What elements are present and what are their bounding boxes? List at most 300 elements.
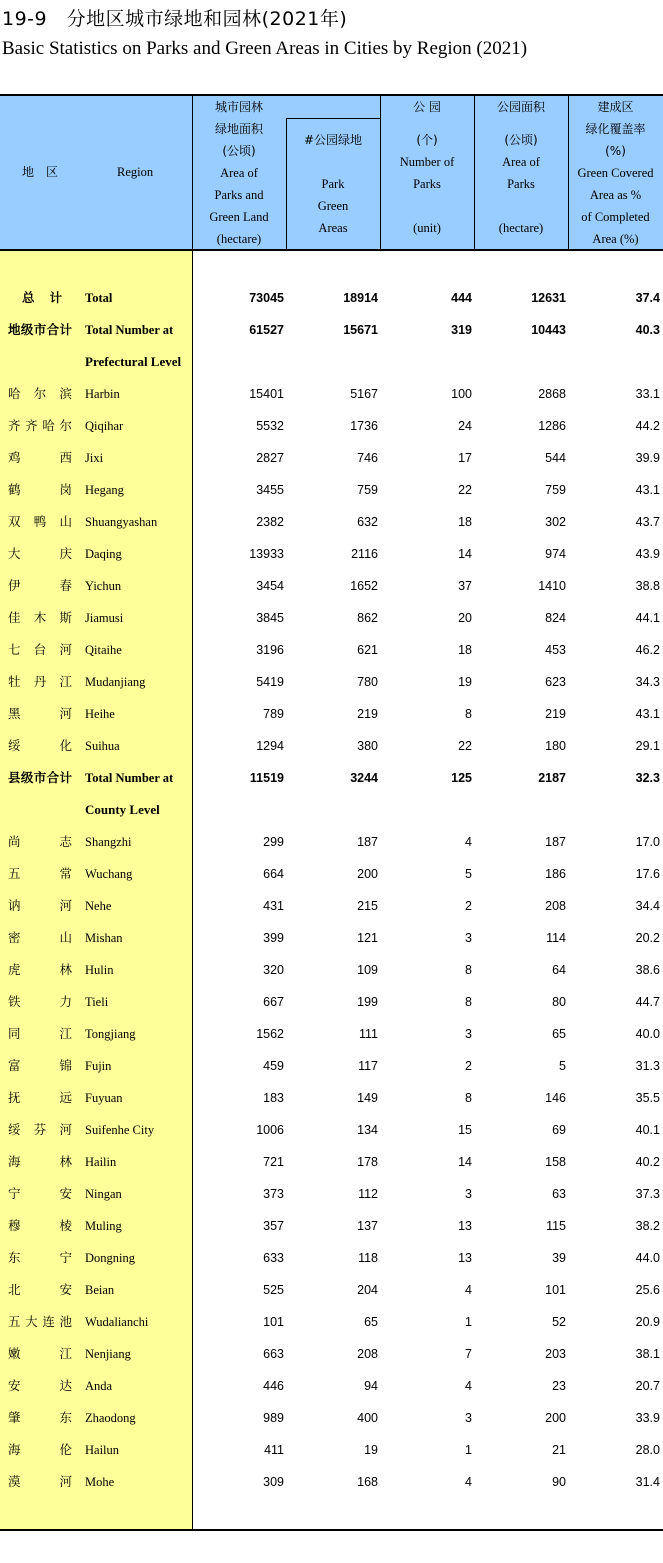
region-cn: 七台河 [8,642,72,657]
value-cell: 20.2 [635,931,660,945]
value-cell: 158 [545,1155,566,1169]
value-cell: 17.0 [635,835,660,849]
value-cell: 64 [552,963,566,977]
table-row [0,1338,663,1370]
region-en: Ningan [85,1187,122,1201]
value-cell: 23 [552,1379,566,1393]
value-cell: 137 [357,1219,378,1233]
header-coverage-en4: Area (%) [592,232,639,246]
value-cell: 525 [263,1283,284,1297]
value-cell: 24 [458,419,472,433]
header-region [0,96,192,249]
region-en: Shangzhi [85,835,132,849]
value-cell: 22 [458,739,472,753]
value-cell: 200 [357,867,378,881]
region-cn: 佳木斯 [8,610,72,625]
value-cell: 44.2 [635,419,660,433]
value-cell: 446 [263,1379,284,1393]
value-cell: 8 [465,1091,472,1105]
value-cell: 111 [358,1027,378,1041]
table-row [0,314,663,346]
value-cell: 37.4 [635,291,660,305]
header-green-land-en4: (hectare) [216,232,262,246]
region-en: Wuchang [85,867,133,881]
header-green-land-en2: Parks and [214,188,264,202]
table-row [0,570,663,602]
value-cell: 320 [263,963,284,977]
region-cn: 鹤岗 [8,482,72,497]
region-cn: 虎林 [8,962,72,977]
value-cell: 40.0 [635,1027,660,1041]
table-row [0,474,663,506]
region-en: Fujin [85,1059,112,1073]
region-cn: 黑河 [8,706,72,721]
value-cell: 37 [458,579,472,593]
region-en: Yichun [85,579,122,593]
value-cell: 759 [545,483,566,497]
table-row [0,1178,663,1210]
region-en: Hailin [85,1155,117,1169]
header-coverage-en3: of Completed [581,210,650,224]
header-park-green [286,129,380,239]
value-cell: 69 [552,1123,566,1137]
value-cell: 3244 [350,771,378,785]
value-cell: 399 [263,931,284,945]
value-cell: 3 [465,1027,472,1041]
region-cn: 鸡西 [8,450,72,465]
value-cell: 149 [357,1091,378,1105]
value-cell: 2382 [256,515,284,529]
region-en: Beian [85,1283,115,1297]
region-cn: 五常 [8,866,72,881]
value-cell: 25.6 [635,1283,660,1297]
region-cn: 绥化 [8,738,72,753]
value-cell: 3 [465,1187,472,1201]
region-en: Hulin [85,963,114,977]
header-park-area-en1: Area of [502,155,540,169]
value-cell: 80 [552,995,566,1009]
region-cn: 海伦 [8,1442,72,1457]
header-parks-en2: Parks [413,177,441,191]
value-cell: 8 [465,963,472,977]
header-divider [192,96,193,249]
value-cell: 43.9 [635,547,660,561]
value-cell: 187 [357,835,378,849]
table-row [0,282,663,314]
value-cell: 112 [358,1187,378,1201]
value-cell: 186 [545,867,566,881]
region-en-continuation: County Level [85,802,160,817]
region-en: Wudalianchi [85,1315,149,1329]
value-cell: 15 [458,1123,472,1137]
table-row [0,1018,663,1050]
value-cell: 746 [357,451,378,465]
table-row [0,1114,663,1146]
value-cell: 40.3 [635,323,660,337]
value-cell: 13 [458,1251,472,1265]
value-cell: 623 [545,675,566,689]
value-cell: 17 [458,451,472,465]
table-row [0,1434,663,1466]
value-cell: 824 [545,611,566,625]
value-cell: 43.1 [635,707,660,721]
region-cn: 五大连池 [8,1314,72,1329]
value-cell: 90 [552,1475,566,1489]
table-row [0,1274,663,1306]
header-region-en: Region [117,165,154,179]
region-cn: 安达 [8,1378,72,1393]
value-cell: 664 [263,867,284,881]
value-cell: 38.2 [635,1219,660,1233]
value-cell: 380 [357,739,378,753]
value-cell: 18 [458,515,472,529]
table-row [0,826,663,858]
value-cell: 7 [465,1347,472,1361]
value-cell: 319 [451,323,472,337]
value-cell: 114 [546,931,566,945]
header-park-area-cn1: 公园面积 [496,100,545,114]
region-cn: 尚志 [8,834,72,849]
region-cn: 东宁 [8,1250,72,1265]
region-en: Muling [85,1219,122,1233]
value-cell: 101 [545,1283,566,1297]
value-cell: 632 [357,515,378,529]
value-cell: 20 [458,611,472,625]
value-cell: 43.1 [635,483,660,497]
value-cell: 208 [545,899,566,913]
header-green-land-cn1: 城市园林 [214,100,263,114]
region-en: Tongjiang [85,1027,136,1041]
value-cell: 663 [263,1347,284,1361]
value-cell: 14 [458,547,472,561]
region-en: Dongning [85,1251,135,1265]
value-cell: 1410 [538,579,566,593]
value-cell: 65 [552,1027,566,1041]
value-cell: 94 [364,1379,378,1393]
header-park-green-en1: Park [321,177,345,191]
value-cell: 73045 [249,291,284,305]
region-cn: 抚远 [8,1090,72,1105]
value-cell: 8 [465,707,472,721]
value-cell: 15401 [249,387,284,401]
value-cell: 3 [465,931,472,945]
value-cell: 34.3 [635,675,660,689]
value-cell: 2 [465,1059,472,1073]
table-row [0,410,663,442]
header-divider [474,96,475,249]
value-cell: 115 [546,1219,566,1233]
table-row [0,922,663,954]
region-en: Suihua [85,739,120,753]
region-en: Hegang [85,483,124,497]
value-cell: 2868 [538,387,566,401]
table-row [0,698,663,730]
value-cell: 4 [465,1475,472,1489]
region-en-continuation: Prefectural Level [85,354,182,369]
table-row [0,1402,663,1434]
value-cell: 667 [263,995,284,1009]
page-title-en: Basic Statistics on Parks and Green Areas in Cities by Region (2021) [2,38,528,59]
header-green-land-cn3: (公顷) [222,144,256,158]
value-cell: 2187 [538,771,566,785]
value-cell: 1006 [256,1123,284,1137]
region-cn: 同江 [8,1026,72,1041]
region-en: Nenjiang [85,1347,131,1361]
table-row [0,378,663,410]
region-cn: 双鸭山 [8,514,72,529]
region-cn: 漠河 [8,1474,72,1489]
value-cell: 5 [559,1059,566,1073]
value-cell: 17.6 [635,867,660,881]
table-row [0,954,663,986]
region-cn: 讷河 [8,898,72,913]
region-en: Total Number at [85,323,174,337]
table-row [0,1146,663,1178]
table-row [0,986,663,1018]
value-cell: 302 [545,515,566,529]
value-cell: 39.9 [635,451,660,465]
header-coverage [568,96,663,250]
value-cell: 65 [364,1315,378,1329]
value-cell: 444 [451,291,472,305]
value-cell: 219 [545,707,566,721]
value-cell: 12631 [531,291,566,305]
value-cell: 44.1 [635,611,660,625]
value-cell: 19 [458,675,472,689]
value-cell: 2116 [351,547,378,561]
region-en: Fuyuan [85,1091,123,1105]
value-cell: 34.4 [635,899,660,913]
region-en: Jixi [85,451,104,465]
region-cn: 海林 [8,1154,72,1169]
header-park-area-en2: Parks [507,177,535,191]
header-green-land-en1: Area of [220,166,258,180]
table-bottom-rule [0,1529,663,1531]
region-en: Nehe [85,899,112,913]
table-row [0,506,663,538]
value-cell: 1736 [350,419,378,433]
region-en: Heihe [85,707,115,721]
header-park-area-cn2: (公顷) [504,133,538,147]
region-cn: 地级市合计 [8,322,72,337]
value-cell: 168 [357,1475,378,1489]
value-cell: 974 [545,547,566,561]
region-cn: 北安 [8,1282,72,1297]
region-cn: 县级市合计 [8,770,72,785]
value-cell: 1562 [256,1027,284,1041]
value-cell: 989 [263,1411,284,1425]
header-coverage-en2: Area as % [589,188,642,202]
region-cn: 宁安 [8,1186,72,1201]
value-cell: 200 [545,1411,566,1425]
value-cell: 38.6 [635,963,660,977]
table-row [0,858,663,890]
value-cell: 28.0 [635,1443,660,1457]
region-cn: 肇东 [8,1410,72,1425]
header-divider [286,118,287,249]
region-cn: 哈尔滨 [8,386,72,401]
value-cell: 357 [263,1219,284,1233]
value-cell: 400 [357,1411,378,1425]
value-cell: 11519 [249,771,284,785]
value-cell: 61527 [249,323,284,337]
region-cn: 牡丹江 [8,674,72,689]
value-cell: 20.9 [635,1315,660,1329]
value-cell: 118 [358,1251,378,1265]
header-park-area-en3: (hectare) [498,221,544,235]
value-cell: 117 [358,1059,378,1073]
header-region-cn: 地 区 [22,165,59,179]
table-row [0,538,663,570]
header-park-green-en3: Areas [318,221,348,235]
value-cell: 544 [545,451,566,465]
region-en: Harbin [85,387,120,401]
header-parks-cn2: (个) [416,133,438,147]
header-divider [568,96,569,249]
header-parks-en3: (unit) [413,221,441,235]
value-cell: 63 [552,1187,566,1201]
region-en: Qitaihe [85,643,122,657]
value-cell: 31.4 [635,1475,660,1489]
page-title-cn: 19-9 分地区城市绿地和园林(2021年) [2,8,348,30]
table-row [0,602,663,634]
region-en: Qiqihar [85,419,124,433]
header-coverage-cn2: 绿化覆盖率 [585,122,646,136]
region-cn: 绥芬河 [8,1122,72,1137]
region-en: Hailun [85,1443,120,1457]
value-cell: 13 [458,1219,472,1233]
table-row [0,1082,663,1114]
header-park-green-en2: Green [317,199,349,213]
header-green-land [192,96,286,250]
region-cn: 大庆 [8,546,72,561]
value-cell: 109 [357,963,378,977]
value-cell: 2 [465,899,472,913]
table-row [0,666,663,698]
region-en: Total [85,291,113,305]
value-cell: 15671 [343,323,378,337]
value-cell: 37.3 [635,1187,660,1201]
value-cell: 10443 [531,323,566,337]
value-cell: 38.8 [635,579,660,593]
header-coverage-en1: Green Covered [577,166,654,180]
region-en: Mudanjiang [85,675,146,689]
value-cell: 780 [357,675,378,689]
value-cell: 44.7 [635,995,660,1009]
value-cell: 38.1 [635,1347,660,1361]
value-cell: 862 [357,611,378,625]
value-cell: 4 [465,1379,472,1393]
value-cell: 373 [263,1187,284,1201]
region-cn: 总 计 [22,290,62,305]
value-cell: 3196 [256,643,284,657]
region-en: Daqing [85,547,122,561]
region-en: Anda [85,1379,113,1393]
value-cell: 39 [552,1251,566,1265]
table-row [0,890,663,922]
value-cell: 33.9 [635,1411,660,1425]
value-cell: 299 [263,835,284,849]
header-coverage-cn3: (%) [605,144,626,158]
value-cell: 411 [264,1443,284,1457]
value-cell: 13933 [249,547,284,561]
value-cell: 1294 [256,739,284,753]
value-cell: 219 [357,707,378,721]
value-cell: 18 [458,643,472,657]
table-row [0,1466,663,1498]
value-cell: 125 [451,771,472,785]
region-en: Shuangyashan [85,515,158,529]
value-cell: 121 [357,931,378,945]
value-cell: 459 [263,1059,284,1073]
value-cell: 199 [357,995,378,1009]
header-divider [380,96,381,249]
table-row [0,1370,663,1402]
value-cell: 180 [545,739,566,753]
value-cell: 21 [552,1443,566,1457]
value-cell: 43.7 [635,515,660,529]
value-cell: 1 [465,1315,472,1329]
value-cell: 52 [552,1315,566,1329]
value-cell: 5167 [350,387,378,401]
header-green-land-cn2: 绿地面积 [214,122,263,136]
value-cell: 431 [263,899,284,913]
value-cell: 5419 [256,675,284,689]
region-en: Suifenhe City [85,1123,155,1137]
value-cell: 3 [465,1411,472,1425]
value-cell: 187 [545,835,566,849]
value-cell: 22 [458,483,472,497]
value-cell: 4 [465,1283,472,1297]
value-cell: 3845 [256,611,284,625]
region-en: Tieli [85,995,109,1009]
table-row [0,730,663,762]
header-park-green-cn: #公园绿地 [303,133,363,147]
header-parks-en1: Number of [399,155,455,169]
value-cell: 633 [263,1251,284,1265]
value-cell: 789 [263,707,284,721]
value-cell: 1286 [538,419,566,433]
region-cn: 穆棱 [8,1218,72,1233]
value-cell: 621 [357,643,378,657]
value-cell: 33.1 [635,387,660,401]
value-cell: 146 [545,1091,566,1105]
value-cell: 4 [465,835,472,849]
value-cell: 101 [263,1315,284,1329]
value-cell: 8 [465,995,472,1009]
value-cell: 208 [357,1347,378,1361]
table-row [0,1306,663,1338]
value-cell: 309 [263,1475,284,1489]
value-cell: 29.1 [635,739,660,753]
value-cell: 44.0 [635,1251,660,1265]
header-divider [286,118,380,119]
value-cell: 178 [357,1155,378,1169]
table-row [0,634,663,666]
value-cell: 31.3 [635,1059,660,1073]
value-cell: 40.1 [635,1123,660,1137]
value-cell: 20.7 [635,1379,660,1393]
value-cell: 5532 [256,419,284,433]
region-cn: 铁力 [8,994,72,1009]
region-en: Zhaodong [85,1411,136,1425]
value-cell: 204 [357,1283,378,1297]
value-cell: 3455 [256,483,284,497]
table-row [0,762,663,794]
region-en: Mohe [85,1475,115,1489]
value-cell: 215 [357,899,378,913]
value-cell: 18914 [343,291,378,305]
